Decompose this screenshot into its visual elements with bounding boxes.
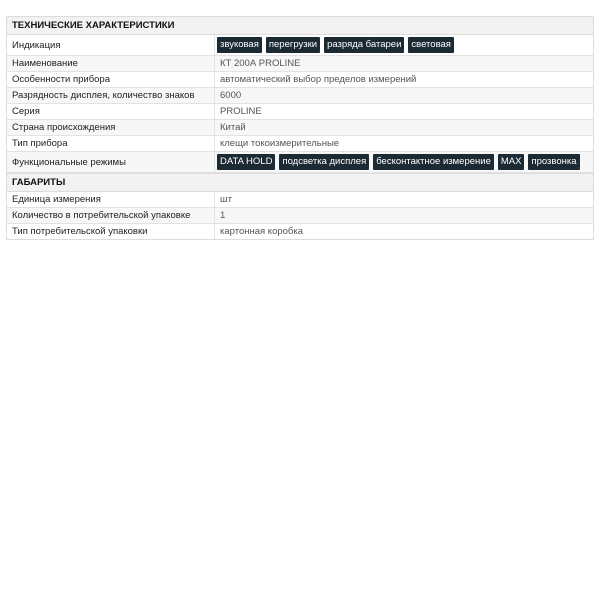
spec-label: Функциональные режимы [7,152,215,172]
tag-chip-max[interactable]: MAX [498,154,525,170]
spec-label: Единица измерения [7,192,215,207]
spec-row-series [7,104,593,120]
spec-label: Особенности прибора [7,72,215,87]
spec-row-display-digits [7,88,593,104]
spec-value: клещи токоизмерительные [220,138,340,149]
spec-value-chips [215,35,593,55]
tag-chip-battery[interactable]: разряда батареи [324,37,404,53]
spec-value: КТ 200А PROLINE [220,58,301,69]
spec-value-chips [215,152,593,172]
spec-label: Индикация [7,35,215,55]
spec-value: Китай [220,122,246,133]
spec-label: Серия [7,104,215,119]
spec-value: 6000 [220,90,242,101]
tag-chip-light[interactable]: световая [408,37,454,53]
spec-label: Тип потребительской упаковки [7,224,215,239]
tag-chip-continuity[interactable]: прозвонка [528,154,579,170]
spec-row-pack-type [7,224,593,239]
spec-label: Количество в потребительской упаковке [7,208,215,223]
spec-row-functional-modes [7,152,593,173]
section-header-technical: ТЕХНИЧЕСКИЕ ХАРАКТЕРИСТИКИ [7,17,593,35]
spec-row-country [7,120,593,136]
spec-row-pack-quantity [7,208,593,224]
spec-row-device-type [7,136,593,152]
spec-label: Наименование [7,56,215,71]
spec-label: Тип прибора [7,136,215,151]
specifications-table [6,16,594,240]
spec-value: картонная коробка [220,226,304,237]
tag-chip-overload[interactable]: перегрузки [266,37,320,53]
tag-chip-data-hold[interactable]: DATA HOLD [217,154,275,170]
spec-label: Разрядность дисплея, количество знаков [7,88,215,103]
spec-value: PROLINE [220,106,262,117]
spec-row-features [7,72,593,88]
tag-chip-contactless[interactable]: бесконтактное измерение [373,154,494,170]
spec-label: Страна происхождения [7,120,215,135]
tag-chip-sound[interactable]: звуковая [217,37,262,53]
spec-row-unit [7,192,593,208]
section-header-dimensions: ГАБАРИТЫ [7,173,593,192]
tag-chip-backlight[interactable]: подсветка дисплея [279,154,369,170]
spec-value: автоматический выбор пределов измерений [220,74,417,85]
spec-value: 1 [220,210,226,221]
spec-value: шт [220,194,232,205]
spec-row-name [7,56,593,72]
spec-row-indication [7,35,593,56]
